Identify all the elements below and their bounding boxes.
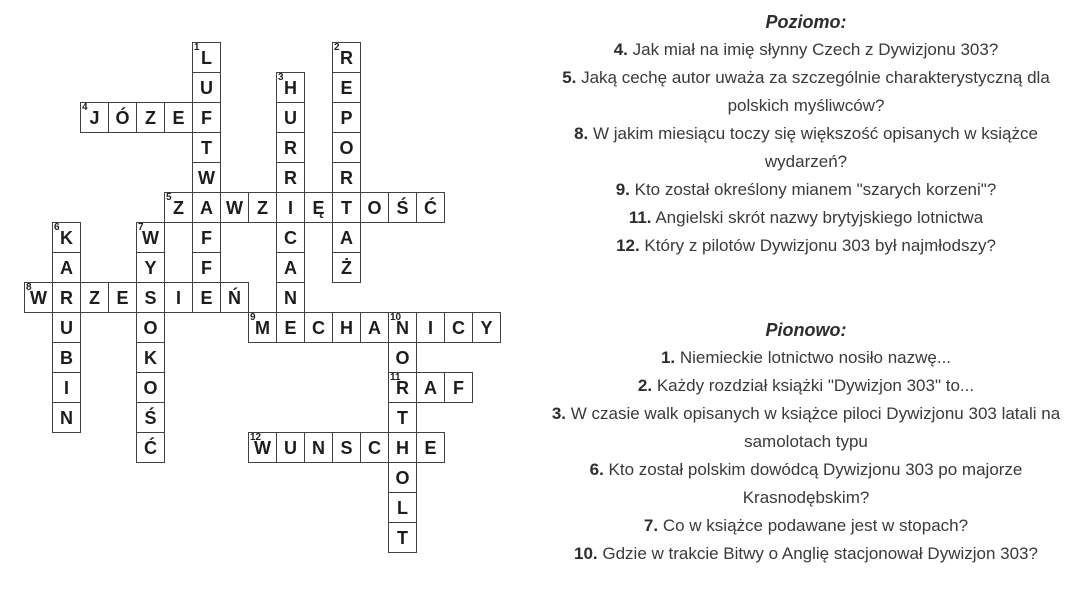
grid-cell[interactable]: [276, 72, 305, 103]
clue-item: [538, 400, 1074, 456]
cell-letter: T: [397, 528, 408, 548]
grid-cell[interactable]: [136, 252, 165, 283]
clue-item: [538, 204, 1074, 232]
cell-letter: R: [340, 168, 353, 188]
cell-number: 10: [390, 312, 402, 323]
grid-cell[interactable]: [360, 192, 389, 223]
grid-cell[interactable]: [80, 102, 109, 133]
clue-item: [538, 372, 1074, 400]
cell-letter: P: [340, 108, 353, 128]
grid-cell[interactable]: [192, 132, 221, 163]
clue-item: [538, 36, 1074, 64]
cell-letter: E: [200, 288, 213, 308]
cell-letter: C: [284, 228, 297, 248]
grid-cell[interactable]: [52, 312, 81, 343]
grid-cell[interactable]: [332, 132, 361, 163]
clue-item: [538, 64, 1074, 120]
clue-number: 8.: [574, 124, 589, 143]
clue-number: 2.: [637, 376, 653, 395]
grid-cell[interactable]: [276, 282, 305, 313]
grid-cell[interactable]: [52, 222, 81, 253]
cell-letter: A: [340, 228, 353, 248]
cell-letter: H: [284, 78, 297, 98]
cell-letter: Ś: [144, 408, 157, 428]
cell-letter: W: [142, 228, 159, 248]
grid-cell[interactable]: [388, 402, 417, 433]
cell-letter: W: [30, 288, 47, 308]
grid-cell[interactable]: [108, 282, 137, 313]
clue-item: [538, 344, 1074, 372]
cell-letter: W: [226, 198, 243, 218]
cell-letter: S: [144, 288, 157, 308]
grid-cell[interactable]: [332, 312, 361, 343]
clue-text: Jak miał na imię słynny Czech z Dywizjonu 303?: [627, 40, 999, 59]
grid-cell[interactable]: [360, 432, 389, 463]
cell-letter: K: [60, 228, 73, 248]
cell-letter: R: [284, 138, 297, 158]
cell-letter: O: [395, 348, 410, 368]
cell-letter: Z: [257, 198, 268, 218]
cell-letter: E: [284, 318, 297, 338]
clue-text: Kto został polskim dowódcą Dywizjonu 303 po majorze Krasnodębskim?: [603, 460, 1023, 507]
grid-cell[interactable]: [136, 342, 165, 373]
grid-cell[interactable]: [332, 222, 361, 253]
cell-letter: N: [284, 288, 297, 308]
down-heading: Pionowo:: [765, 320, 847, 340]
cell-letter: H: [340, 318, 353, 338]
cell-letter: O: [339, 138, 354, 158]
cell-letter: O: [395, 468, 410, 488]
clue-number: 4.: [613, 40, 628, 59]
cell-letter: S: [340, 438, 353, 458]
cell-letter: R: [284, 168, 297, 188]
cell-letter: Ń: [228, 288, 241, 308]
cell-letter: A: [424, 378, 437, 398]
grid-cell[interactable]: [192, 192, 221, 223]
cell-letter: K: [144, 348, 157, 368]
clue-number: 5.: [562, 68, 577, 87]
grid-cell[interactable]: [276, 132, 305, 163]
grid-cell[interactable]: [276, 222, 305, 253]
cell-letter: I: [175, 288, 181, 308]
cell-letter: R: [396, 378, 409, 398]
cell-letter: E: [340, 78, 353, 98]
clue-item: [538, 120, 1074, 176]
grid-cell[interactable]: [388, 342, 417, 373]
cell-letter: Y: [144, 258, 157, 278]
grid-cell[interactable]: [416, 372, 445, 403]
grid-cell[interactable]: [164, 102, 193, 133]
clue-text: Który z pilotów Dywizjonu 303 był najmłodszy?: [639, 236, 996, 255]
clue-number: 1.: [660, 348, 676, 367]
grid-cell[interactable]: [248, 192, 277, 223]
cell-letter: F: [201, 228, 212, 248]
cell-letter: W: [198, 168, 215, 188]
clue-text: W jakim miesiącu toczy się większość opisanych w książce wydarzeń?: [588, 124, 1038, 171]
grid-cell[interactable]: [136, 312, 165, 343]
cell-letter: F: [453, 378, 464, 398]
grid-cell[interactable]: [52, 342, 81, 373]
grid-cell[interactable]: [276, 432, 305, 463]
grid-cell[interactable]: [388, 192, 417, 223]
grid-cell[interactable]: [276, 102, 305, 133]
grid-cell[interactable]: [192, 162, 221, 193]
grid-cell[interactable]: [276, 162, 305, 193]
grid-cell[interactable]: [444, 372, 473, 403]
cell-number: 5: [166, 192, 172, 203]
clues-panel: [538, 8, 1074, 568]
cell-number: 12: [250, 432, 262, 443]
cell-letter: T: [201, 138, 212, 158]
grid-cell[interactable]: [332, 162, 361, 193]
cell-letter: A: [200, 198, 213, 218]
cell-letter: C: [452, 318, 465, 338]
grid-cell[interactable]: [304, 312, 333, 343]
grid-cell[interactable]: [192, 282, 221, 313]
cell-number: 3: [278, 72, 284, 83]
cell-letter: Ć: [424, 198, 437, 218]
grid-cell[interactable]: [444, 312, 473, 343]
clue-number: 10.: [574, 544, 598, 563]
grid-cell[interactable]: [192, 222, 221, 253]
clue-text: W czasie walk opisanych w książce piloci Dywizjonu 303 latali na samolotach typu: [566, 404, 1061, 451]
clue-number: 3.: [551, 404, 567, 423]
grid-cell[interactable]: [388, 492, 417, 523]
grid-cell[interactable]: [248, 312, 277, 343]
cell-letter: C: [368, 438, 381, 458]
across-heading: Poziomo:: [765, 12, 847, 32]
cell-letter: N: [396, 318, 409, 338]
clue-number: 12.: [616, 236, 640, 255]
cell-letter: I: [287, 198, 293, 218]
grid-cell[interactable]: [192, 252, 221, 283]
grid-cell[interactable]: [304, 192, 333, 223]
grid-cell[interactable]: [388, 462, 417, 493]
cell-letter: Z: [145, 108, 156, 128]
grid-cell[interactable]: [136, 402, 165, 433]
grid-cell[interactable]: [24, 282, 53, 313]
cell-letter: Ś: [396, 198, 409, 218]
cell-letter: U: [284, 438, 297, 458]
grid-cell[interactable]: [136, 432, 165, 463]
cell-letter: T: [341, 198, 352, 218]
grid-cell[interactable]: [136, 222, 165, 253]
cell-letter: A: [284, 258, 297, 278]
cell-letter: A: [60, 258, 73, 278]
cell-letter: I: [427, 318, 433, 338]
grid-cell[interactable]: [52, 402, 81, 433]
across-clue-list: [538, 36, 1074, 260]
grid-cell[interactable]: [192, 102, 221, 133]
cell-letter: H: [396, 438, 409, 458]
grid-cell[interactable]: [388, 432, 417, 463]
cell-letter: L: [397, 498, 408, 518]
clue-item: [538, 540, 1074, 568]
grid-cell[interactable]: [332, 432, 361, 463]
cell-letter: M: [255, 318, 270, 338]
clue-item: [538, 512, 1074, 540]
grid-cell[interactable]: [276, 192, 305, 223]
clue-number: 6.: [589, 460, 604, 479]
clue-text: Jaką cechę autor uważa za szczególnie charakterystyczną dla polskich myśliwców?: [576, 68, 1050, 115]
cell-number: 9: [250, 312, 256, 323]
grid-cell[interactable]: [136, 282, 165, 313]
grid-cell[interactable]: [416, 312, 445, 343]
grid-cell[interactable]: [304, 432, 333, 463]
grid-cell[interactable]: [388, 312, 417, 343]
clue-text: Niemieckie lotnictwo nosiło nazwę...: [675, 348, 952, 367]
cell-number: 11: [390, 372, 401, 383]
clue-text: Gdzie w trakcie Bitwy o Anglię stacjonował Dywizjon 303?: [597, 544, 1038, 563]
grid-cell[interactable]: [332, 42, 361, 73]
cell-letter: E: [116, 288, 129, 308]
grid-cell[interactable]: [416, 192, 445, 223]
grid-cell[interactable]: [52, 282, 81, 313]
cell-letter: Y: [480, 318, 493, 338]
cell-letter: Ż: [341, 258, 352, 278]
cell-letter: O: [143, 318, 158, 338]
clue-item: [538, 232, 1074, 260]
cell-letter: C: [312, 318, 325, 338]
cell-number: 4: [82, 102, 88, 113]
grid-cell[interactable]: [136, 372, 165, 403]
cell-letter: N: [60, 408, 73, 428]
clue-number: 11.: [628, 208, 652, 227]
cell-number: 1: [194, 42, 200, 53]
grid-cell[interactable]: [80, 282, 109, 313]
grid-cell[interactable]: [52, 252, 81, 283]
cell-letter: Ć: [144, 438, 157, 458]
grid-cell[interactable]: [388, 522, 417, 553]
grid-cell[interactable]: [332, 102, 361, 133]
cell-number: 6: [54, 222, 60, 233]
grid-cell[interactable]: [52, 372, 81, 403]
clue-item: [538, 456, 1074, 512]
clue-number: 7.: [643, 516, 659, 535]
grid-cell[interactable]: [248, 432, 277, 463]
grid-cell[interactable]: [276, 252, 305, 283]
cell-letter: N: [312, 438, 325, 458]
cell-letter: A: [368, 318, 381, 338]
cell-letter: R: [60, 288, 73, 308]
cell-letter: F: [201, 258, 212, 278]
grid-cell[interactable]: [108, 102, 137, 133]
cell-letter: Ó: [115, 108, 130, 128]
grid-cell[interactable]: [360, 312, 389, 343]
grid-cell[interactable]: [192, 72, 221, 103]
grid-cell[interactable]: [332, 252, 361, 283]
grid-cell[interactable]: [276, 312, 305, 343]
cell-letter: L: [201, 48, 212, 68]
cell-letter: I: [63, 378, 69, 398]
grid-cell[interactable]: [164, 282, 193, 313]
cell-letter: O: [143, 378, 158, 398]
clue-item: [538, 176, 1074, 204]
cell-number: 2: [334, 42, 340, 53]
cell-letter: R: [340, 48, 353, 68]
grid-cell[interactable]: [192, 42, 221, 73]
clue-text: Co w książce podawane jest w stopach?: [658, 516, 969, 535]
clue-text: Angielski skrót nazwy brytyjskiego lotnictwa: [651, 208, 984, 227]
grid-cell[interactable]: [332, 192, 361, 223]
grid-cell[interactable]: [388, 372, 417, 403]
cell-letter: U: [200, 78, 213, 98]
cell-letter: U: [60, 318, 73, 338]
grid-cell[interactable]: [416, 432, 445, 463]
cell-letter: Z: [89, 288, 100, 308]
clue-number: 9.: [615, 180, 630, 199]
grid-cell[interactable]: [472, 312, 501, 343]
grid-cell[interactable]: [136, 102, 165, 133]
cell-letter: E: [424, 438, 437, 458]
cell-letter: U: [284, 108, 297, 128]
cell-number: 8: [26, 282, 32, 293]
grid-cell[interactable]: [332, 72, 361, 103]
cell-letter: J: [89, 108, 100, 128]
cell-letter: T: [397, 408, 408, 428]
grid-cell[interactable]: [220, 192, 249, 223]
cell-letter: W: [254, 438, 271, 458]
grid-cell[interactable]: [220, 282, 249, 313]
down-clue-list: [538, 344, 1074, 568]
grid-cell[interactable]: [164, 192, 193, 223]
clue-text: Każdy rozdział książki "Dywizjon 303" to...: [652, 376, 975, 395]
cell-letter: F: [201, 108, 212, 128]
cell-letter: O: [367, 198, 382, 218]
cell-letter: E: [172, 108, 185, 128]
cell-letter: Ę: [312, 198, 325, 218]
cell-letter: Z: [173, 198, 184, 218]
clue-text: Kto został określony mianem "szarych korzeni"?: [629, 180, 997, 199]
cell-number: 7: [138, 222, 144, 233]
cell-letter: B: [60, 348, 73, 368]
